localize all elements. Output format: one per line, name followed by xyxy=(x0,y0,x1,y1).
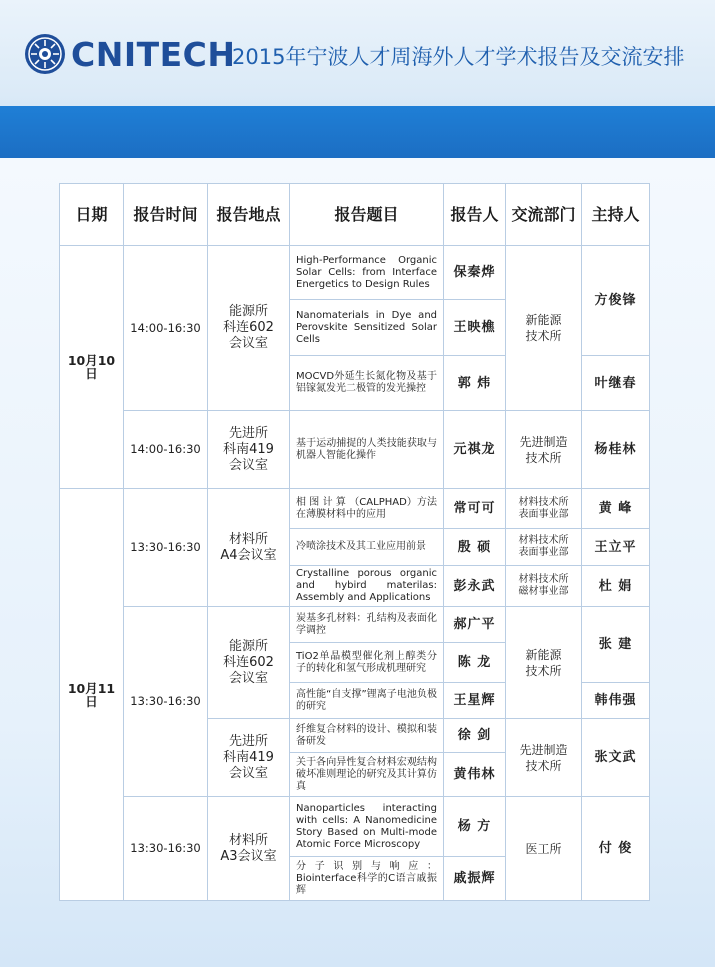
department-cell xyxy=(506,489,582,529)
topic-cell: Crystalline porous organic and hybird materilas: Assembly and Applications xyxy=(290,566,444,607)
speaker-cell: 殷 硕 xyxy=(444,529,506,566)
schedule-table xyxy=(59,183,650,901)
table-row xyxy=(60,411,650,489)
host-cell: 黄 峰 xyxy=(582,489,650,529)
speaker-cell: 陈 龙 xyxy=(444,643,506,683)
topic-cell: Nanoparticles interacting with cells: A Nanomedicine Story Based on Multi-mode Atomic Force Microscopy xyxy=(290,797,444,857)
location-text: 材料所 A3会议室 xyxy=(220,832,277,864)
table-row xyxy=(60,607,650,643)
speaker-cell: 郝广平 xyxy=(444,607,506,643)
header-host: 主持人 xyxy=(582,184,650,246)
topic-cell: 炭基多孔材料：孔结构及表面化学调控 xyxy=(290,607,444,643)
table-row xyxy=(60,489,650,529)
host-cell: 叶继春 xyxy=(582,356,650,411)
topic-cell: 高性能“自支撑”锂离子电池负极的研究 xyxy=(290,683,444,719)
speaker-cell: 王映樵 xyxy=(444,300,506,356)
header-speaker: 报告人 xyxy=(444,184,506,246)
date-cell: 10月11日 xyxy=(60,489,124,901)
speaker-cell: 戚振辉 xyxy=(444,857,506,901)
department-text: 材料技术所 磁材事业部 xyxy=(518,574,569,597)
host-cell: 杜 娟 xyxy=(582,566,650,607)
host-cell: 王立平 xyxy=(582,529,650,566)
time-cell: 13:30-16:30 xyxy=(124,607,208,797)
speaker-cell: 王星辉 xyxy=(444,683,506,719)
speaker-cell: 元祺龙 xyxy=(444,411,506,489)
header-department: 交流部门 xyxy=(506,184,582,246)
location-text: 能源所 科连602 会议室 xyxy=(223,304,274,351)
location-cell xyxy=(208,797,290,901)
page-title: 2015年宁波人才周海外人才学术报告及交流安排 xyxy=(232,45,685,69)
table-row xyxy=(60,246,650,300)
department-text: 材料技术所 表面事业部 xyxy=(518,496,569,520)
speaker-cell: 彭永武 xyxy=(444,566,506,607)
speaker-cell: 郭 炜 xyxy=(444,356,506,411)
time-cell: 13:30-16:30 xyxy=(124,797,208,901)
department-cell xyxy=(506,529,582,566)
topic-cell: 基于运动捕捉的人类技能获取与机器人智能化操作 xyxy=(290,411,444,489)
topic-cell: 相 图 计 算 （CALPHAD）方法在薄膜材料中的应用 xyxy=(290,489,444,529)
header-location: 报告地点 xyxy=(208,184,290,246)
time-cell: 13:30-16:30 xyxy=(124,489,208,607)
department-cell xyxy=(506,246,582,411)
department-cell: 医工所 xyxy=(506,797,582,901)
host-cell: 韩伟强 xyxy=(582,683,650,719)
speaker-cell: 保秦烨 xyxy=(444,246,506,300)
topic-cell: Nanomaterials in Dye and Perovskite Sensitized Solar Cells xyxy=(290,300,444,356)
location-cell xyxy=(208,607,290,719)
header-band xyxy=(0,106,715,158)
department-text: 先进制造 技术所 xyxy=(519,434,568,465)
table-header-row xyxy=(60,184,650,246)
topic-cell: 纤维复合材料的设计、模拟和装备研发 xyxy=(290,719,444,753)
location-text: 先进所 科南419 会议室 xyxy=(223,733,274,781)
host-cell: 张文武 xyxy=(582,719,650,797)
location-text: 能源所 科连602 会议室 xyxy=(223,638,274,686)
time-cell: 14:00-16:30 xyxy=(124,411,208,489)
location-text: 先进所 科南419 会议室 xyxy=(223,425,274,473)
department-cell xyxy=(506,607,582,719)
speaker-cell: 黄伟林 xyxy=(444,753,506,797)
header-date: 日期 xyxy=(60,184,124,246)
topic-cell: High-Performance Organic Solar Cells: from Interface Energetics to Design Rules xyxy=(290,246,444,300)
table-row xyxy=(60,797,650,857)
department-cell xyxy=(506,411,582,489)
location-cell xyxy=(208,719,290,797)
speaker-cell: 徐 剑 xyxy=(444,719,506,753)
department-text: 先进制造 技术所 xyxy=(519,742,568,773)
topic-cell: 分 子 识 别 与 响 应 ： Biointerface科学的C语言戚振辉 xyxy=(290,857,444,901)
host-cell: 杨桂林 xyxy=(582,411,650,489)
department-text: 材料技术所 表面事业部 xyxy=(518,535,569,558)
speaker-cell: 常可可 xyxy=(444,489,506,529)
header-topic: 报告题目 xyxy=(290,184,444,246)
host-cell: 张 建 xyxy=(582,607,650,683)
topic-cell: 冷喷涂技术及其工业应用前景 xyxy=(290,529,444,566)
topic-cell: 关于各向异性复合材料宏观结构破坏准则理论的研究及其计算仿真 xyxy=(290,753,444,797)
location-cell xyxy=(208,246,290,411)
host-cell: 方俊锋 xyxy=(582,246,650,356)
brand-name: CNITECH xyxy=(71,35,236,74)
department-text: 新能源 技术所 xyxy=(525,313,562,343)
location-cell xyxy=(208,489,290,607)
speaker-cell: 杨 方 xyxy=(444,797,506,857)
location-cell xyxy=(208,411,290,489)
header-time: 报告时间 xyxy=(124,184,208,246)
topic-cell: MOCVD外延生长氮化物及基于铝镓氮发光二极管的发光操控 xyxy=(290,356,444,411)
time-cell: 14:00-16:30 xyxy=(124,246,208,411)
date-cell: 10月10日 xyxy=(60,246,124,489)
department-text: 新能源 技术所 xyxy=(525,647,562,678)
host-cell: 付 俊 xyxy=(582,797,650,901)
topic-cell: TiO2单晶模型催化剂上醇类分子的转化和氢气形成机理研究 xyxy=(290,643,444,683)
location-text: 材料所 A4会议室 xyxy=(220,531,277,563)
department-cell xyxy=(506,566,582,607)
department-cell xyxy=(506,719,582,797)
cas-logo-icon xyxy=(24,33,66,75)
